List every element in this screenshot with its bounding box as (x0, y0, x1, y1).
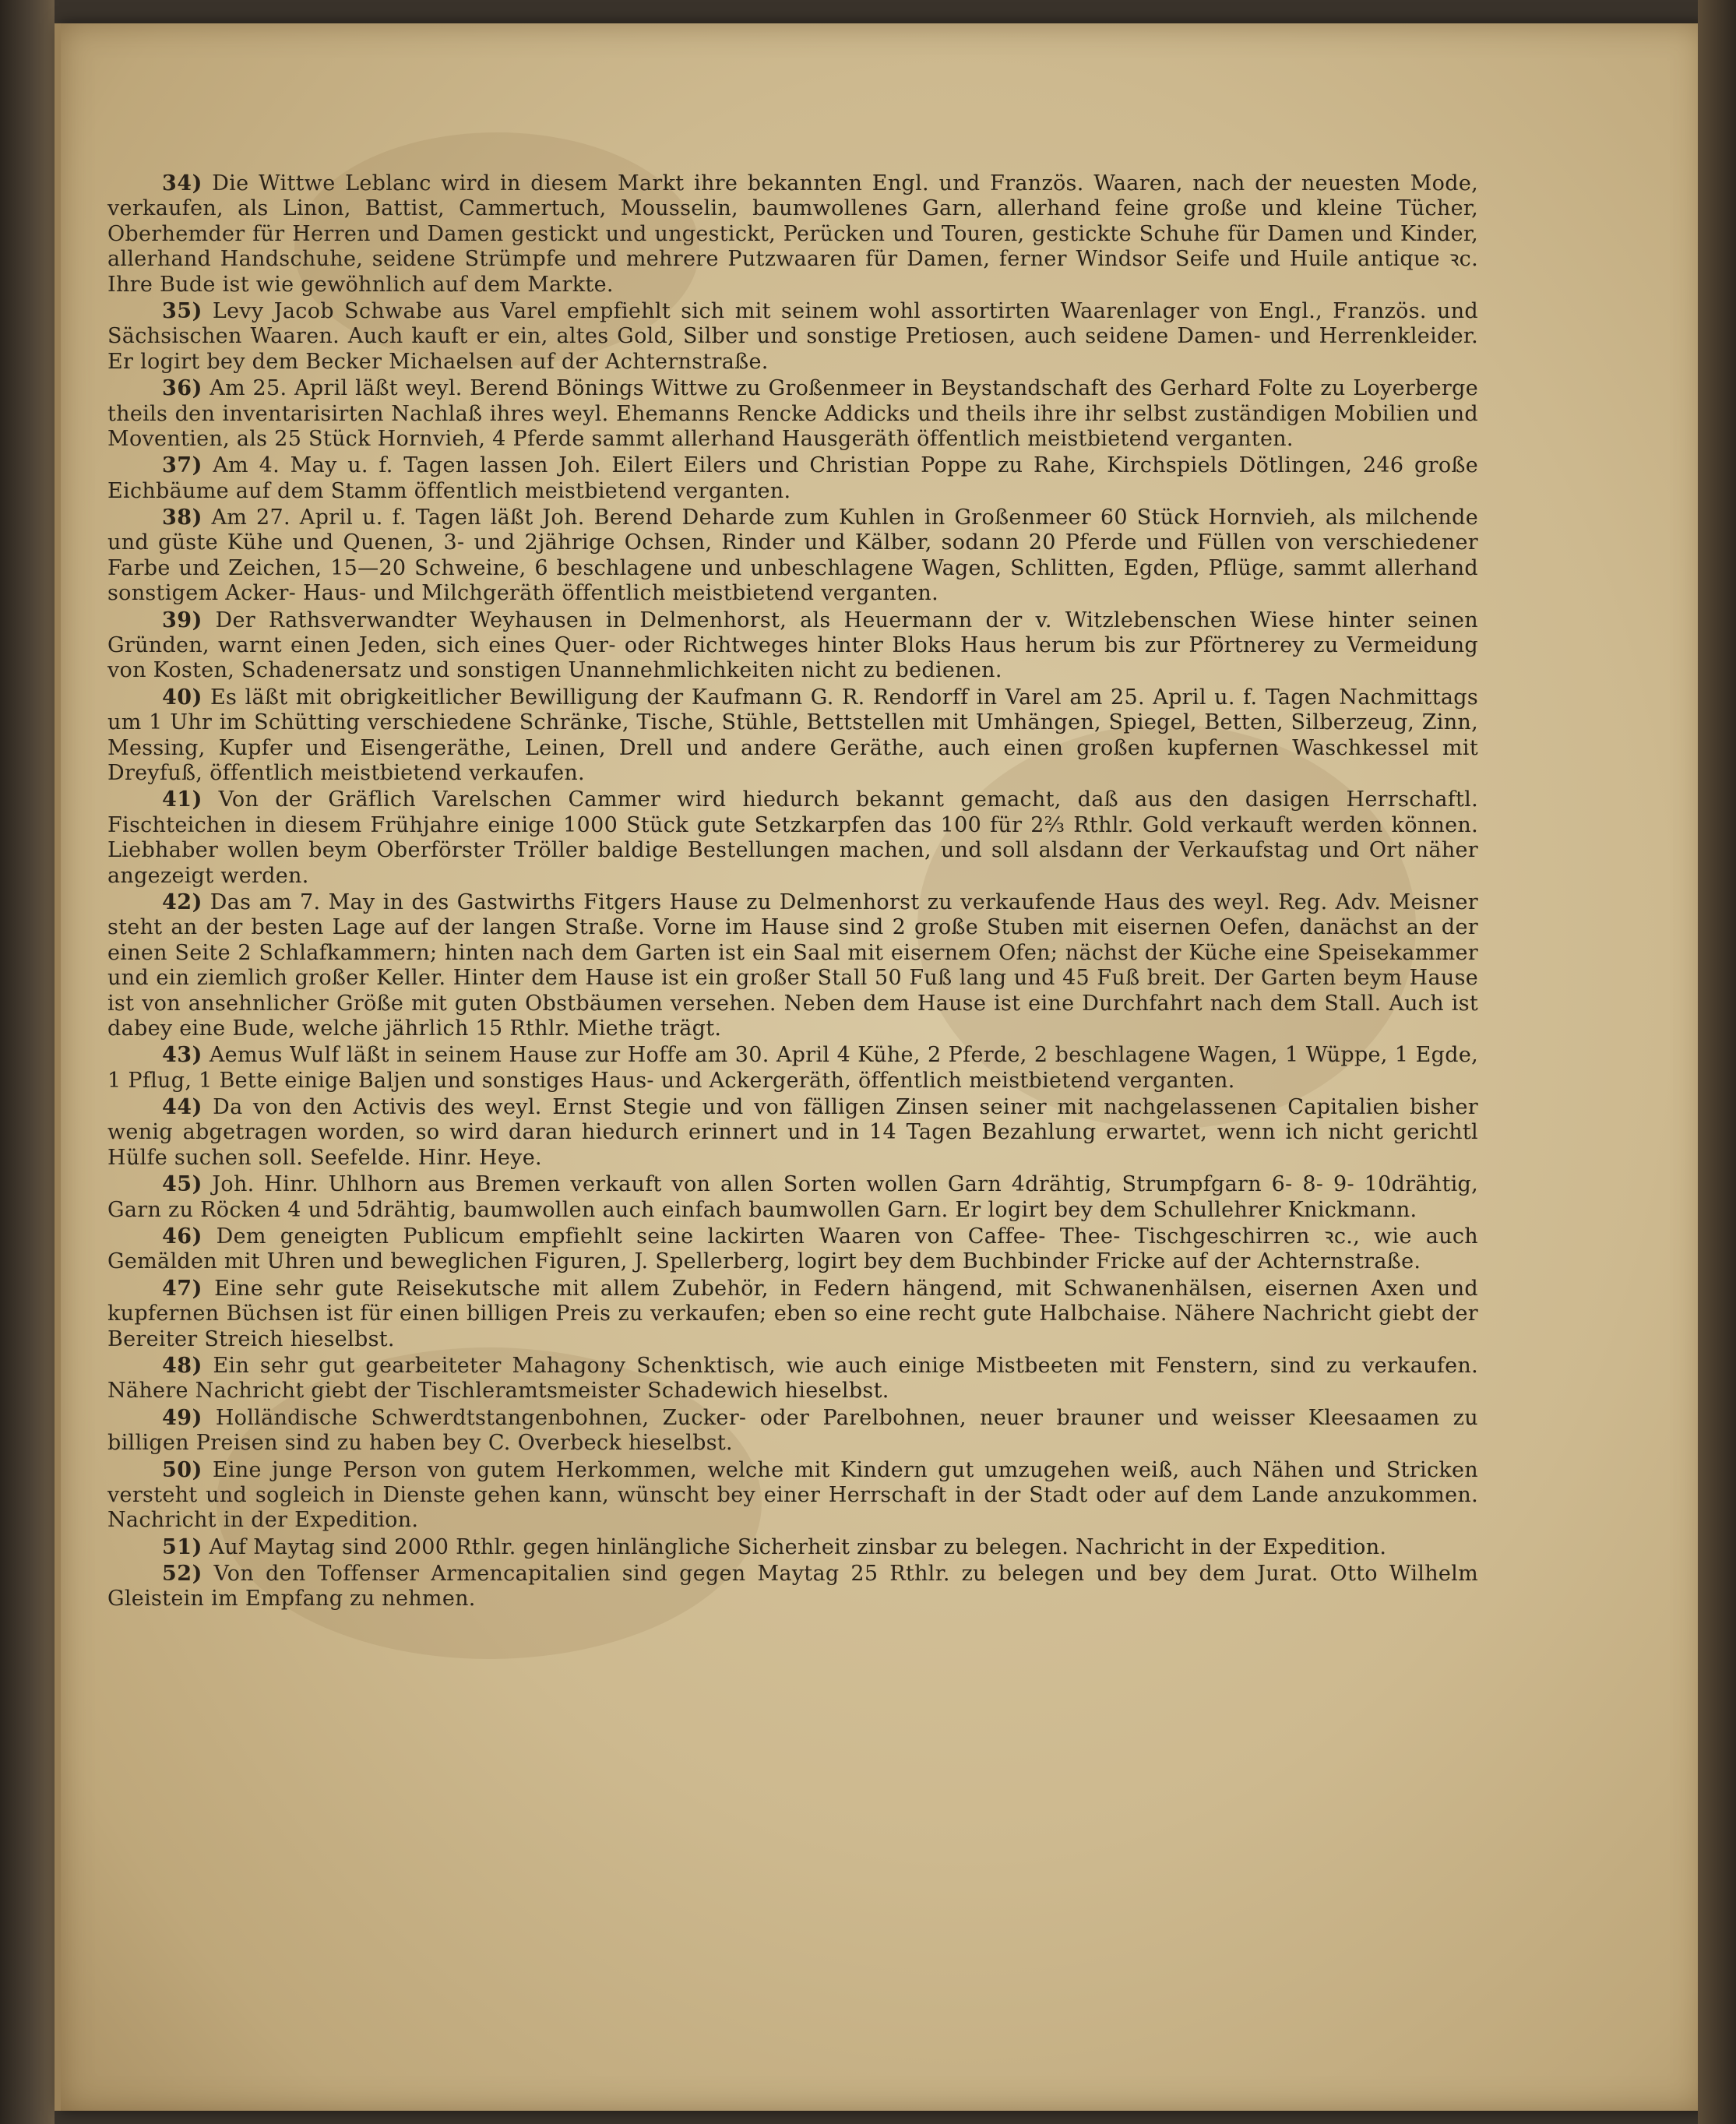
announcement-text: Es läßt mit obrigkeitlicher Bewilligung der Kaufmann G. R. Rendorff in Varel am 25. April u. f. Tagen Nachmittags um 1 Uhr im Schütting verschiedene Schränke, Tische, Stühle, Bettstellen mit Umhängen, Spiegel, Betten, Silberzeug, Zinn, Messing, Kupfer und Eisengeräthe, Leinen, Drell und andere Geräthe, auch einen großen kupfernen Waschkessel mit Dreyfuß, öffentlich meistbietend verkaufen. (107, 685, 1478, 785)
announcement-number: 46) (162, 1224, 202, 1249)
announcement-number: 47) (162, 1276, 202, 1301)
announcement-text: Dem geneigten Publicum empfiehlt seine lackirten Waaren von Caffee- Thee- Tischgeschirren ꝛc., wie auch Gemälden mit Uhren und beweglichen Figuren, J. Spellerberg, logirt bey dem Buchbinder Fricke auf der Achternstraße. (107, 1224, 1478, 1274)
scan-left-edge (0, 0, 55, 2124)
announcement-number: 36) (162, 376, 202, 401)
announcement-number: 52) (162, 1562, 202, 1587)
announcement-text: Am 25. April läßt weyl. Berend Bönings Wittwe zu Großenmeer in Beystandschaft des Gerhard Folte zu Loyerberge theils den inventarisirten Nachlaß ihres weyl. Ehemanns Rencke Addicks und theils ihre ihr selbst zuständigen Mobilien und Moventien, als 25 Stück Hornvieh, 4 Pferde sammt allerhand Hausgeräth öffentlich meistbietend verganten. (107, 376, 1478, 451)
announcement-45 (107, 1172, 1478, 1223)
announcement-number: 45) (162, 1172, 202, 1197)
announcement-text: Holländische Schwerdtstangenbohnen, Zucker- oder Parelbohnen, neuer brauner und weisser Kleesaamen zu billigen Preisen sind zu haben bey C. Overbeck hieselbst. (107, 1405, 1478, 1456)
announcement-text: Von der Gräflich Varelschen Cammer wird hiedurch bekannt gemacht, daß aus den dasigen Herrschaftl. Fischteichen in diesem Frühjahre einige 1000 Stück gute Setzkarpfen das 100 für 2⅔ Rthlr. Gold verkauft werden können. Liebhaber wollen beym Oberförster Tröller baldige Bestellungen machen, und soll alsdann der Verkaufstag und Ort näher angezeigt werden. (107, 787, 1478, 888)
announcement-50 (107, 1458, 1478, 1534)
announcement-text: Der Rathsverwandter Weyhausen in Delmenhorst, als Heuermann der v. Witzlebenschen Wiese hinter seinen Gründen, warnt einen Jeden, sich eines Quer- oder Richtweges hinter Bloks Haus herum bis zur Pförtnerey zu Vermeidung von Kosten, Schadenersatz und sonstigen Unannehmlichkeiten nicht zu bedienen. (107, 608, 1478, 683)
announcement-number: 39) (162, 608, 202, 632)
announcement-34 (107, 171, 1478, 298)
announcement-number: 40) (162, 685, 202, 710)
announcement-51 (107, 1535, 1478, 1560)
announcement-41 (107, 787, 1478, 889)
announcement-number: 48) (162, 1353, 202, 1378)
announcement-text: Eine junge Person von gutem Herkommen, welche mit Kindern gut umzugehen weiß, auch Nähen und Stricken versteht und sogleich in Dienste gehen kann, wünscht bey einer Herrschaft in der Stadt oder auf dem Lande anzukommen. Nachricht in der Expedition. (107, 1457, 1478, 1533)
announcement-text: Auf Maytag sind 2000 Rthlr. gegen hinlängliche Sicherheit zinsbar zu belegen. Nachricht in der Expedition. (209, 1534, 1387, 1559)
announcement-37 (107, 453, 1478, 504)
announcement-number: 38) (162, 505, 202, 530)
announcement-49 (107, 1406, 1478, 1457)
announcement-number: 35) (162, 298, 202, 323)
announcement-48 (107, 1354, 1478, 1404)
announcement-text: Am 27. April u. f. Tagen läßt Joh. Berend Deharde zum Kuhlen in Großenmeer 60 Stück Hornvieh, als milchende und güste Kühe und Quenen, 3- und 2jährige Ochsen, Rinder und Kälber, sodann 20 Pferde und Füllen von verschiedener Farbe und Zeichen, 15—20 Schweine, 6 beschlagene und unbeschlagene Wagen, Schlitten, Egden, Pflüge, sammt allerhand sonstigem Acker- Haus- und Milchgeräth öffentlich meistbietend verganten. (107, 505, 1478, 606)
announcement-52 (107, 1562, 1478, 1612)
announcement-number: 41) (162, 787, 202, 812)
announcement-text: Die Wittwe Leblanc wird in diesem Markt ihre bekannten Engl. und Französ. Waaren, nach der neuesten Mode, verkaufen, als Linon, Battist, Cammertuch, Mousselin, baumwollenes Garn, allerhand feine große und kleine Tücher, Oberhemder für Herren und Damen gestickt und ungestickt, Perücken und Touren, gestickte Schuhe für Damen und Kinder, allerhand Handschuhe, seidene Strümpfe und mehrere Putzwaaren für Damen, ferner Windsor Seife und Huile antique ꝛc. Ihre Bude ist wie gewöhnlich auf dem Markte. (107, 171, 1478, 297)
announcement-text: Joh. Hinr. Uhlhorn aus Bremen verkauft von allen Sorten wollen Garn 4drähtig, Strumpfgarn 6- 8- 9- 10drähtig, Garn zu Röcken 4 und 5drähtig, baumwollen auch einfach baumwollen Garn. Er logirt bey dem Schullehrer Knickmann. (107, 1172, 1478, 1222)
announcement-number: 37) (162, 453, 202, 478)
announcement-number: 51) (162, 1534, 202, 1559)
scan-right-edge (1698, 0, 1736, 2124)
announcement-text: Levy Jacob Schwabe aus Varel empfiehlt sich mit seinem wohl assortirten Waarenlager von Engl., Französ. und Sächsischen Waaren. Auch kauft er ein, altes Gold, Silber und sonstige Pretiosen, auch seidene Damen- und Herrenkleider. Er logirt bey dem Becker Michaelsen auf der Achternstraße. (107, 298, 1478, 374)
announcement-35 (107, 299, 1478, 375)
announcement-40 (107, 685, 1478, 787)
announcement-text: Ein sehr gut gearbeiteter Mahagony Schenktisch, wie auch einige Mistbeeten mit Fenstern, sind zu verkaufen. Nähere Nachricht giebt der Tischleramtsmeister Schadewich hieselbst. (107, 1353, 1478, 1404)
announcement-47 (107, 1277, 1478, 1352)
announcement-number: 44) (162, 1095, 202, 1120)
announcement-46 (107, 1224, 1478, 1275)
announcement-number: 34) (162, 171, 202, 195)
announcement-42 (107, 890, 1478, 1041)
announcement-36 (107, 376, 1478, 452)
newspaper-page (55, 23, 1704, 2111)
announcement-number: 42) (162, 889, 202, 914)
announcement-number: 50) (162, 1457, 202, 1482)
announcement-38 (107, 505, 1478, 607)
announcement-text: Eine sehr gute Reisekutsche mit allem Zubehör, in Federn hängend, mit Schwanenhälsen, eisernen Axen und kupfernen Büchsen ist für einen billigen Preis zu verkaufen; eben so eine recht gute Halbchaise. Nähere Nachricht giebt der Bereiter Streich hieselbst. (107, 1276, 1479, 1351)
announcement-column (107, 171, 1478, 1854)
announcement-44 (107, 1095, 1478, 1171)
announcement-text: Aemus Wulf läßt in seinem Hause zur Hoffe am 30. April 4 Kühe, 2 Pferde, 2 beschlagene Wagen, 1 Wüppe, 1 Egde, 1 Pflug, 1 Bette einige Baljen und sonstiges Haus- und Ackergeräth, öffentlich meistbietend verganten. (107, 1043, 1478, 1093)
announcement-text: Von den Toffenser Armencapitalien sind gegen Maytag 25 Rthlr. zu belegen und bey dem Jurat. Otto Wilhelm Gleistein im Empfang zu nehmen. (107, 1562, 1479, 1611)
announcement-text: Am 4. May u. f. Tagen lassen Joh. Eilert Eilers und Christian Poppe zu Rahe, Kirchspiels Dötlingen, 246 große Eichbäume auf dem Stamm öffentlich meistbietend verganten. (107, 453, 1478, 503)
announcement-43 (107, 1043, 1478, 1094)
announcement-text: Da von den Activis des weyl. Ernst Stegie und von fälligen Zinsen seiner mit nachgelassenen Capitalien bisher wenig abgetragen worden, so wird daran hiedurch erinnert und in 14 Tagen Bezahlung erwartet, wenn ich nicht gerichtl Hülfe suchen soll. Seefelde. Hinr. Heye. (107, 1095, 1478, 1170)
announcement-39 (107, 608, 1478, 684)
announcement-text: Das am 7. May in des Gastwirths Fitgers Hause zu Delmenhorst zu verkaufende Haus des weyl. Reg. Adv. Meisner steht an der besten Lage auf der langen Straße. Vorne im Hause sind 2 große Stuben mit eisernen Oefen, danächst an der einen Seite 2 Schlafkammern; hinten nach dem Garten ist ein Saal mit eisernem Ofen; nächst der Küche eine Speisekammer und ein ziemlich großer Keller. Hinter dem Hause ist ein großer Stall 50 Fuß lang und 45 Fuß breit. Der Garten beym Hause ist von ansehnlicher Größe mit guten Obstbäumen versehen. Neben dem Hause ist eine Durchfahrt nach dem Stall. Auch ist dabey eine Bude, welche jährlich 15 Rthlr. Miethe trägt. (107, 889, 1478, 1041)
announcement-number: 43) (162, 1043, 202, 1068)
announcement-number: 49) (162, 1405, 202, 1430)
